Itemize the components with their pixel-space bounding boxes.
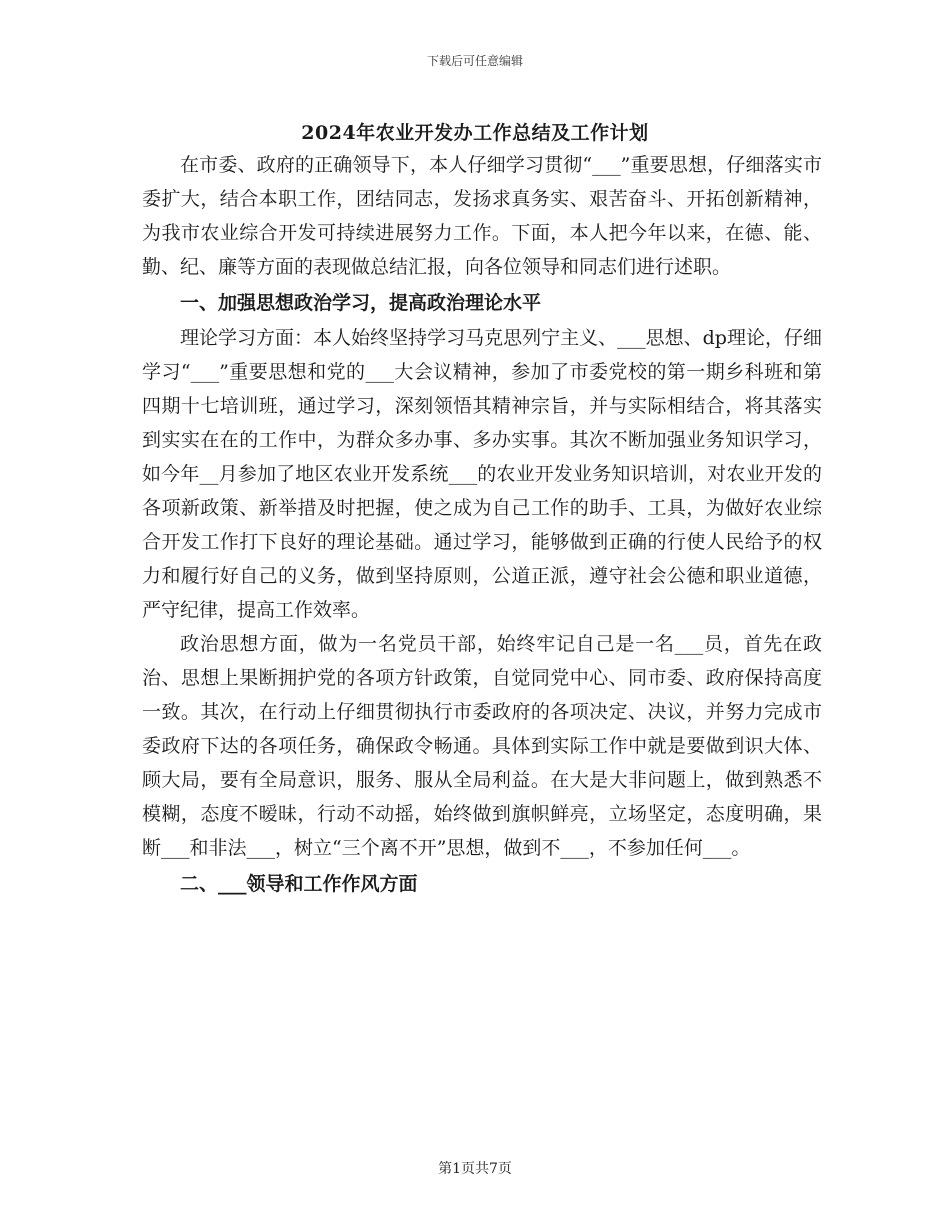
section-heading-2: 二、___领导和工作作风方面 <box>180 873 418 895</box>
political-thought-paragraph: 政治思想方面，做为一名党员干部，始终牢记自己是一名___员，首先在政治、思想上果断拥护党的各项方针政策，自觉同党中心、同市委、政府保持高度一致。其次，在行动上仔细贯彻执行市委政府的各项决定、决议，并努力完成市委政府下达的各项任务，确保政令畅通。具体到实际工作中就是要做到识大体、顾大局，要有全局意识，服务、服从全局利益。在大是大非问题上，做到熟悉不模糊，态度不暧昧，行动不动摇，始终做到旗帜鲜亮，立场坚定，态度明确，果断___和非法___，树立“三个离不开”思想，做到不___，不参加任何___。 <box>142 633 822 859</box>
header-note: 下载后可任意编辑 <box>426 54 523 68</box>
section-heading-1: 一、加强思想政治学习，提高政治理论水平 <box>180 292 542 314</box>
theory-study-paragraph: 理论学习方面：本人始终坚持学习马克思列宁主义、___思想、dp理论，仔细学习“___”重要思想和党的___大会议精神，参加了市委党校的第一期乡科班和第四期十七培训班，通过学习，深刻领悟其精神宗旨，并与实际相结合，将其落实到实实在在的工作中，为群众多办事、多办实事。其次不断加强业务知识学习，如今年__月参加了地区农业开发系统___的农业开发业务知识培训，对农业开发的各项新政策、新举措及时把握，使之成为自己工作的助手、工具，为做好农业综合开发工作打下良好的理论基础。通过学习，能够做到正确的行使人民给予的权力和履行好自己的义务，做到坚持原则，公道正派，遵守社会公德和职业道德，严守纪律，提高工作效率。 <box>142 327 822 621</box>
page-number: 第1页共7页 <box>438 1161 512 1177</box>
intro-paragraph: 在市委、政府的正确领导下，本人仔细学习贯彻“___”重要思想，仔细落实市委扩大，结合本职工作，团结同志，发扬求真务实、艰苦奋斗、开拓创新精神，为我市农业综合开发可持续进展努力工作。下面，本人把今年以来，在德、能、勤、纪、廉等方面的表现做总结汇报，向各位领导和同志们进行述职。 <box>142 154 822 278</box>
document-title: 2024年农业开发办工作总结及工作计划 <box>301 122 649 144</box>
document-body <box>142 148 822 902</box>
